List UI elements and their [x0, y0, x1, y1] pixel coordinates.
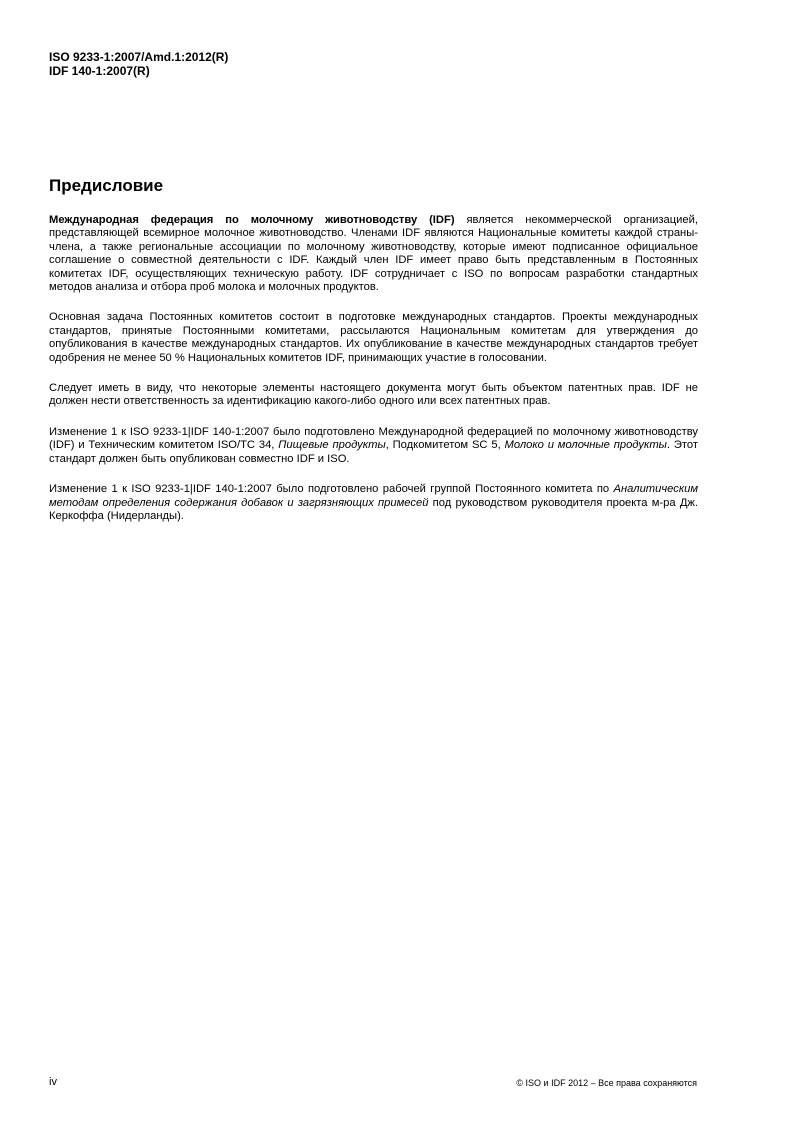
paragraph-text: является некоммерческой организацией, представляющей всемирное молочное животноводство. Членами IDF являются Национальные комитеты каждой страны-члена, а также региональные ассоциации по молочному животноводству, которые имеют подписанное официальное соглашение о совместной деятельности с IDF. Каждый член IDF имеет право быть представленным в Постоянных комитетах IDF, осуществляющих техническую работу. IDF сотрудничает с ISO по вопросам разработки стандартных методов анализа и отбора проб молока и молочных продуктов. [49, 214, 699, 294]
italic-term: Аналитическим методам определения содержания добавок и загрязняющих примесей [49, 483, 698, 509]
paragraph-working-group [49, 483, 698, 523]
section-title: Предисловие [49, 176, 164, 195]
copyright-notice: © ISO и IDF 2012 – Все права сохраняются [516, 1078, 697, 1088]
paragraph-text: . Этот стандарт должен быть опубликован совместно IDF и ISO. [49, 439, 698, 465]
idf-name-bold: Международная федерация по молочному животноводству (IDF) [49, 214, 455, 226]
paragraph-amendment-prepared [49, 426, 698, 466]
standard-number: ISO 9233-1:2007/Amd.1:2012(R) [49, 50, 229, 64]
paragraph-text: под руководством руководителя проекта м-ра Дж. Керкоффа (Нидерланды). [49, 496, 698, 522]
paragraph-patents: Следует иметь в виду, что некоторые элементы настоящего документа могут быть объектом патентных прав. IDF не должен нести ответственность за идентификацию какого-либо одного или всех патентных прав. [49, 382, 698, 408]
idf-number: IDF 140-1:2007(R) [49, 64, 150, 78]
paragraph-committees: Основная задача Постоянных комитетов состоит в подготовке международных стандартов. Проекты международных стандартов, принятые Постоянными комитетами, рассылаются Национальным комитетам для утверждения до опубликования в качестве международных стандартов. Их опубликование в качестве международных стандартов требует одобрения не менее 50 % Национальных комитетов IDF, принимающих участие в голосовании. [49, 311, 698, 364]
paragraph-text: Изменение 1 к ISO 9233-1|IDF 140-1:2007 было подготовлено рабочей группой Постоянного комитета по [49, 483, 614, 496]
italic-term: Пищевые продукты [278, 439, 386, 452]
foreword-body [49, 214, 698, 540]
italic-term: Молоко и молочные продукты [504, 439, 667, 452]
page-number: iv [49, 1076, 57, 1088]
paragraph-text: Изменение 1 к ISO 9233-1|IDF 140-1:2007 было подготовлено Международной федерацией по молочному животноводству (IDF) и Техническим комитетом ISO/TC 34, [49, 425, 698, 452]
paragraph-idf-intro [49, 214, 698, 294]
document-header [49, 50, 228, 78]
paragraph-text: , Подкомитетом SC 5, [385, 439, 505, 452]
